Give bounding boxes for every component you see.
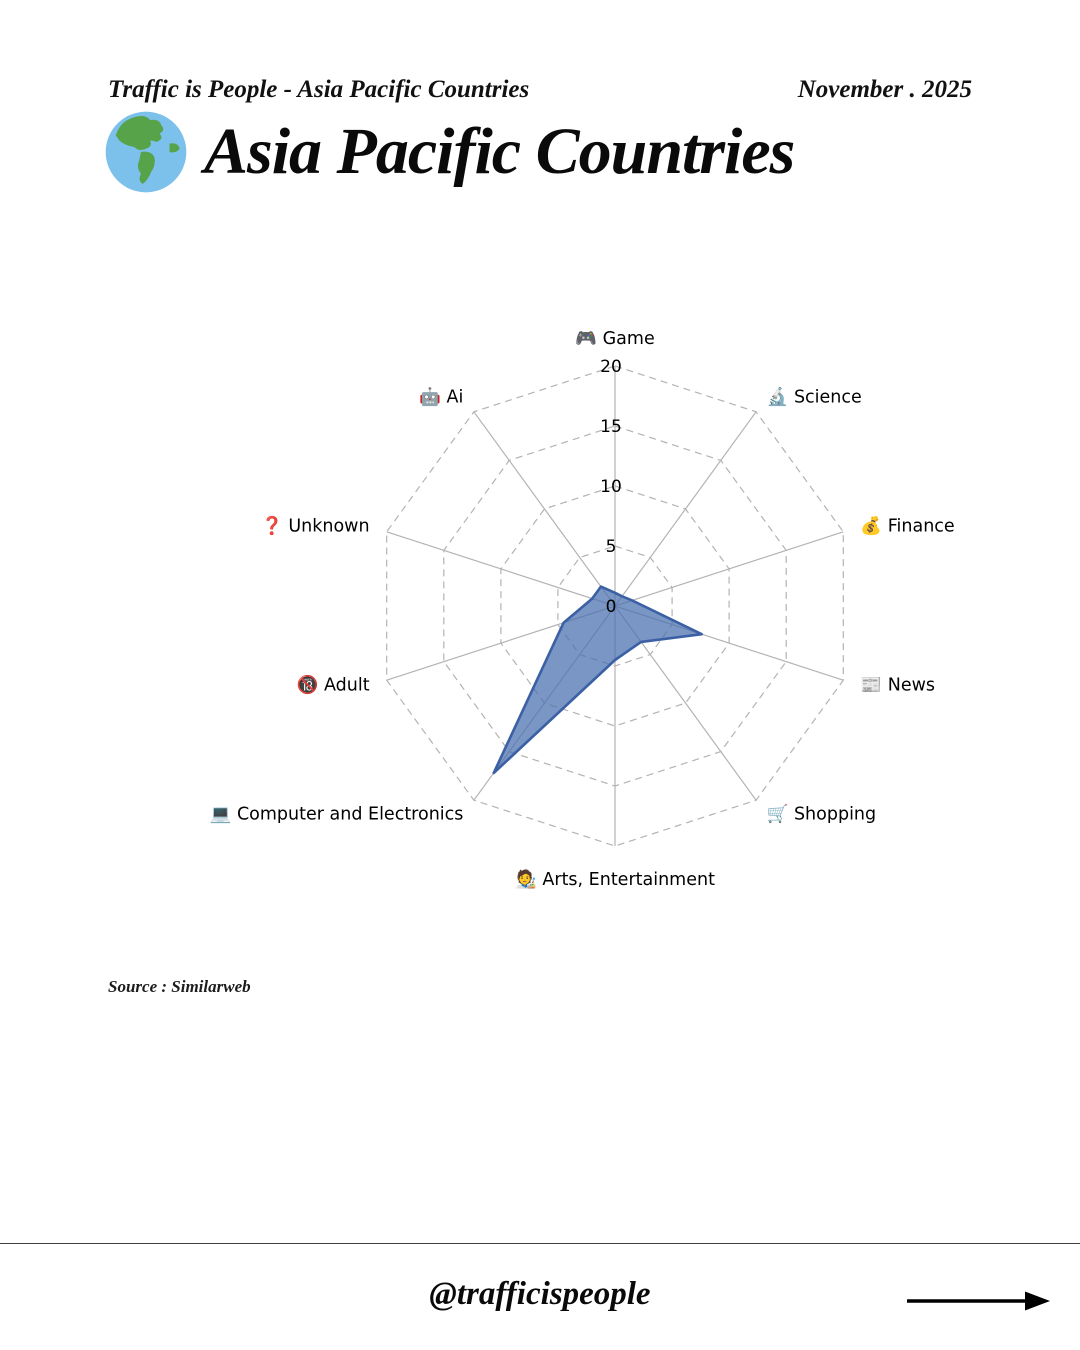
category-label: 🎮 Game bbox=[575, 329, 655, 349]
category-label: 🛒 Shopping bbox=[766, 804, 877, 825]
radial-tick-label: 0 bbox=[605, 597, 617, 617]
category-label: 📰 News bbox=[860, 675, 936, 696]
category-label: 🤖 Ai bbox=[419, 387, 464, 408]
category-label: 🧑‍🎨 Arts, Entertainment bbox=[515, 870, 715, 890]
footer-divider bbox=[0, 1243, 1080, 1244]
report-date: November . 2025 bbox=[797, 76, 972, 103]
source-note: Source : Similarweb bbox=[108, 977, 251, 996]
grid-spoke bbox=[615, 412, 756, 606]
page-title: Asia Pacific Countries bbox=[204, 115, 795, 188]
category-label: ❓ Unknown bbox=[261, 516, 370, 537]
radial-tick-label: 10 bbox=[600, 477, 622, 497]
right-arrow-icon bbox=[905, 1288, 1051, 1314]
radial-tick-label: 5 bbox=[605, 537, 617, 557]
grid-spoke bbox=[474, 412, 615, 606]
radial-tick-label: 20 bbox=[600, 357, 622, 377]
social-handle: @trafficispeople bbox=[429, 1276, 651, 1312]
radar-series-polygon bbox=[494, 587, 702, 773]
category-label: 💰 Finance bbox=[860, 516, 955, 537]
category-label: 🔞 Adult bbox=[296, 675, 370, 696]
category-label: 💻 Computer and Electronics bbox=[209, 804, 464, 825]
radial-tick-label: 15 bbox=[600, 417, 622, 437]
report-tagline: Traffic is People - Asia Pacific Countries bbox=[108, 76, 530, 103]
category-label: 🔬 Science bbox=[766, 387, 862, 408]
